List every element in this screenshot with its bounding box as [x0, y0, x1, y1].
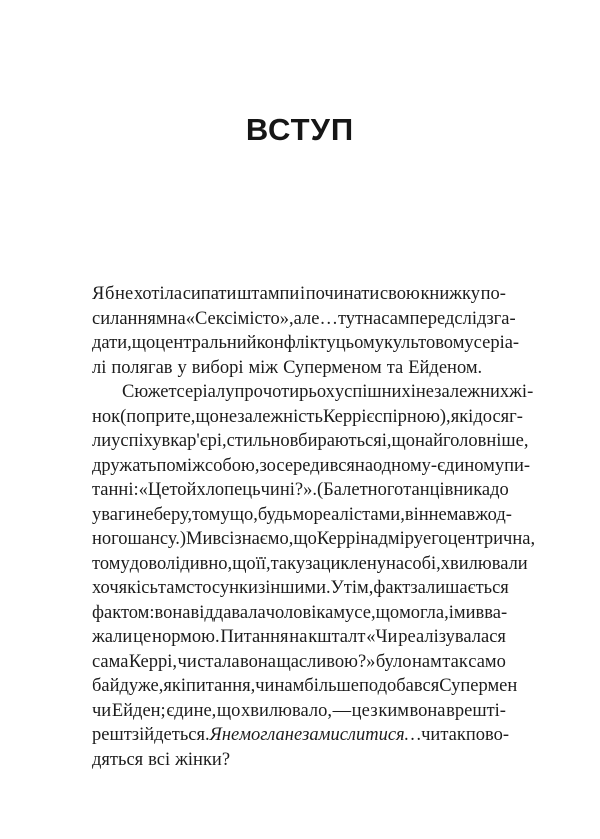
word: що: [391, 431, 416, 451]
word: жі-: [509, 382, 534, 402]
word: на: [289, 627, 308, 647]
word: танцівника: [403, 480, 491, 500]
word: якісь: [118, 578, 158, 598]
word: конфлікт: [256, 333, 327, 353]
word: Суперменом: [283, 357, 382, 378]
word: чи: [92, 700, 112, 721]
word: всі: [148, 749, 171, 770]
word: книжку: [420, 284, 480, 304]
word: Сюжет: [122, 382, 177, 402]
word: не: [284, 725, 303, 745]
word: успіху: [111, 431, 162, 451]
word: незалежних: [415, 382, 510, 402]
word: фактом:: [92, 602, 155, 623]
word: знаємо,: [234, 529, 294, 549]
text-line: [92, 527, 536, 552]
text-line: [92, 674, 518, 699]
word: врешті-: [446, 700, 506, 721]
word: собою,: [204, 455, 260, 476]
word: вва-: [475, 602, 508, 623]
word: Керрі: [322, 406, 367, 427]
word: ні?».: [279, 480, 317, 500]
word: стильно: [226, 431, 290, 451]
word: поміж: [156, 455, 205, 476]
word: жали: [92, 627, 133, 647]
word: дати,: [92, 333, 132, 353]
word: там: [157, 578, 187, 598]
word: Я: [92, 284, 105, 304]
word: чотирьох: [262, 382, 335, 402]
word: ли: [92, 431, 112, 451]
word: хлопець: [196, 480, 261, 500]
word: доволі: [129, 553, 181, 574]
word: б: [104, 284, 115, 304]
word: з: [370, 700, 378, 721]
word: що: [375, 602, 400, 623]
word: замислитися…: [302, 725, 422, 745]
text-line: [92, 503, 512, 528]
word: Керрі,: [128, 651, 178, 672]
word: слід: [454, 308, 487, 329]
word: Питання: [220, 627, 289, 647]
word: її,: [255, 553, 271, 574]
word: лі: [92, 357, 107, 378]
word: найголовніше,: [415, 431, 529, 451]
word: танні:: [92, 480, 139, 500]
word: Я: [209, 725, 222, 745]
word: було: [375, 651, 412, 672]
word: реалізувалася: [398, 627, 506, 647]
word: це: [351, 700, 370, 721]
word: які: [450, 406, 474, 427]
word: місто»,: [237, 308, 294, 329]
word: культовому: [383, 333, 474, 353]
word: чи: [177, 651, 197, 672]
word: стала: [197, 651, 240, 672]
body-text: [92, 282, 536, 772]
word: Ейден;: [111, 700, 166, 721]
word: пово-: [465, 725, 510, 745]
word: могла: [239, 725, 285, 745]
word: егоцентрична,: [422, 529, 536, 549]
word: будьмо: [257, 504, 314, 525]
word: силанням: [92, 308, 168, 329]
word: не: [135, 504, 154, 525]
word: собі,: [404, 553, 441, 574]
word: про: [234, 382, 263, 402]
word: Ми: [186, 529, 213, 549]
text-line: [92, 723, 510, 748]
text-line: [92, 380, 534, 405]
word: штампи: [237, 284, 300, 304]
word: хоч: [92, 578, 119, 598]
word: центральний: [155, 333, 257, 353]
word: досяг-: [473, 406, 523, 427]
word: і: [448, 602, 454, 623]
word: одному-єдиному: [373, 455, 505, 476]
word: тому: [192, 504, 230, 525]
text-line: [92, 625, 506, 650]
word: вона: [154, 602, 191, 623]
word: Ейденом.: [408, 357, 483, 378]
word: по-: [480, 284, 506, 304]
word: подобався: [358, 676, 440, 696]
word: реалістами,: [313, 504, 405, 525]
word: спірною),: [374, 406, 451, 427]
word: чи: [421, 725, 441, 745]
word: дяться: [92, 749, 144, 770]
word: залишається: [410, 578, 509, 598]
word: Утім,: [330, 578, 374, 598]
word: «Секс: [185, 308, 233, 329]
text-line: [92, 454, 531, 479]
word: уваги: [92, 504, 136, 525]
word: та: [386, 357, 404, 378]
word: є: [366, 406, 375, 427]
word: зга-: [486, 308, 516, 329]
word: —: [332, 700, 352, 721]
word: щасливою?»: [276, 651, 376, 672]
word: таку: [270, 553, 306, 574]
text-line: [92, 576, 509, 601]
word: байдуже,: [92, 676, 164, 696]
word: не: [428, 504, 447, 525]
word: шансу.): [127, 529, 187, 549]
word: він: [404, 504, 429, 525]
word: в: [161, 431, 171, 451]
word: кшталт: [308, 627, 366, 647]
text-line: [92, 331, 520, 356]
text-line: [92, 356, 506, 381]
word: що: [195, 406, 219, 427]
word: на: [167, 308, 186, 329]
word: що,: [229, 504, 258, 525]
word: кар'єрі,: [170, 431, 227, 451]
word: питання,: [185, 676, 256, 696]
word: чи: [255, 676, 275, 696]
text-line: [92, 699, 506, 724]
word: цьому: [335, 333, 384, 353]
word: полягав: [111, 357, 173, 378]
word: факт: [373, 578, 411, 598]
word: але…: [293, 308, 338, 329]
word: всі: [212, 529, 235, 549]
word: успішних: [334, 382, 411, 402]
word: нам: [412, 651, 442, 672]
word: «Це: [138, 480, 170, 500]
word: Супермен: [439, 676, 518, 696]
word: Керрі: [316, 529, 361, 549]
word: усе,: [345, 602, 376, 623]
word: сама: [92, 651, 129, 672]
word: жінки?: [175, 749, 231, 770]
word: дивно,: [180, 553, 233, 574]
word: у: [177, 357, 187, 378]
word: «Чи: [366, 627, 398, 647]
word: не: [221, 725, 240, 745]
chapter-title: ВСТУП: [245, 112, 355, 147]
text-line: [92, 748, 506, 773]
word: дружать: [92, 455, 157, 476]
word: на: [386, 553, 405, 574]
word: свою: [379, 284, 420, 304]
word: віддавала: [190, 602, 266, 623]
text-line: [92, 429, 529, 454]
word: і: [299, 284, 306, 304]
word: нам: [274, 676, 305, 696]
word: у: [326, 333, 336, 353]
word: (Балетного: [316, 480, 404, 500]
word: мав: [446, 504, 476, 525]
text-line: [92, 552, 528, 577]
word: насамперед: [363, 308, 455, 329]
word: і: [232, 308, 238, 329]
word: хотіла: [133, 284, 183, 304]
word: стосунки: [186, 578, 258, 598]
word: нок: [92, 406, 121, 427]
word: як: [163, 676, 181, 696]
word: серіа-: [473, 333, 520, 353]
text-line: [92, 405, 523, 430]
word: ми: [453, 602, 476, 623]
word: серіалу: [176, 382, 235, 402]
word: тут: [337, 308, 364, 329]
word: і: [410, 382, 416, 402]
word: зациклену: [305, 553, 386, 574]
text-line: [92, 601, 506, 626]
word: вона: [240, 651, 276, 672]
word: хвилювало,: [241, 700, 332, 721]
word: починати: [305, 284, 380, 304]
text-line: [92, 307, 516, 332]
word: зійдеться.: [131, 725, 210, 745]
word: так: [442, 651, 468, 672]
word: те,: [174, 406, 196, 427]
word: (попри: [120, 406, 175, 427]
word: тому: [92, 553, 130, 574]
word: на: [354, 455, 374, 476]
word: між: [248, 357, 279, 378]
word: і: [180, 676, 186, 696]
word: і,: [381, 431, 392, 451]
word: ного: [92, 529, 128, 549]
word: більше: [304, 676, 359, 696]
word: сипати: [182, 284, 237, 304]
word: незалежність: [218, 406, 323, 427]
word: виборі: [191, 357, 244, 378]
word: чи: [260, 480, 280, 500]
text-line: [92, 282, 506, 307]
word: хвилювали: [440, 553, 528, 574]
word: решт: [92, 725, 132, 745]
word: само: [468, 651, 506, 672]
text-line: [92, 650, 506, 675]
word: беру,: [153, 504, 192, 525]
word: могла,: [399, 602, 449, 623]
word: не: [115, 284, 134, 304]
word: єдине,: [166, 700, 217, 721]
word: до: [490, 480, 509, 500]
word: нормою.: [152, 627, 220, 647]
word: що: [216, 700, 241, 721]
word: вона: [409, 700, 446, 721]
word: ким: [378, 700, 409, 721]
word: той: [169, 480, 197, 500]
word: надміру: [360, 529, 423, 549]
word: жод-: [475, 504, 512, 525]
word: що: [293, 529, 317, 549]
word: іншими.: [265, 578, 331, 598]
word: вбираються: [289, 431, 382, 451]
text-line: [92, 478, 509, 503]
word: що: [131, 333, 156, 353]
word: з: [257, 578, 266, 598]
word: що: [232, 553, 256, 574]
word: чоловікам: [265, 602, 346, 623]
word: зосередився: [259, 455, 355, 476]
word: це: [133, 627, 152, 647]
word: так: [440, 725, 466, 745]
word: пи-: [504, 455, 531, 476]
